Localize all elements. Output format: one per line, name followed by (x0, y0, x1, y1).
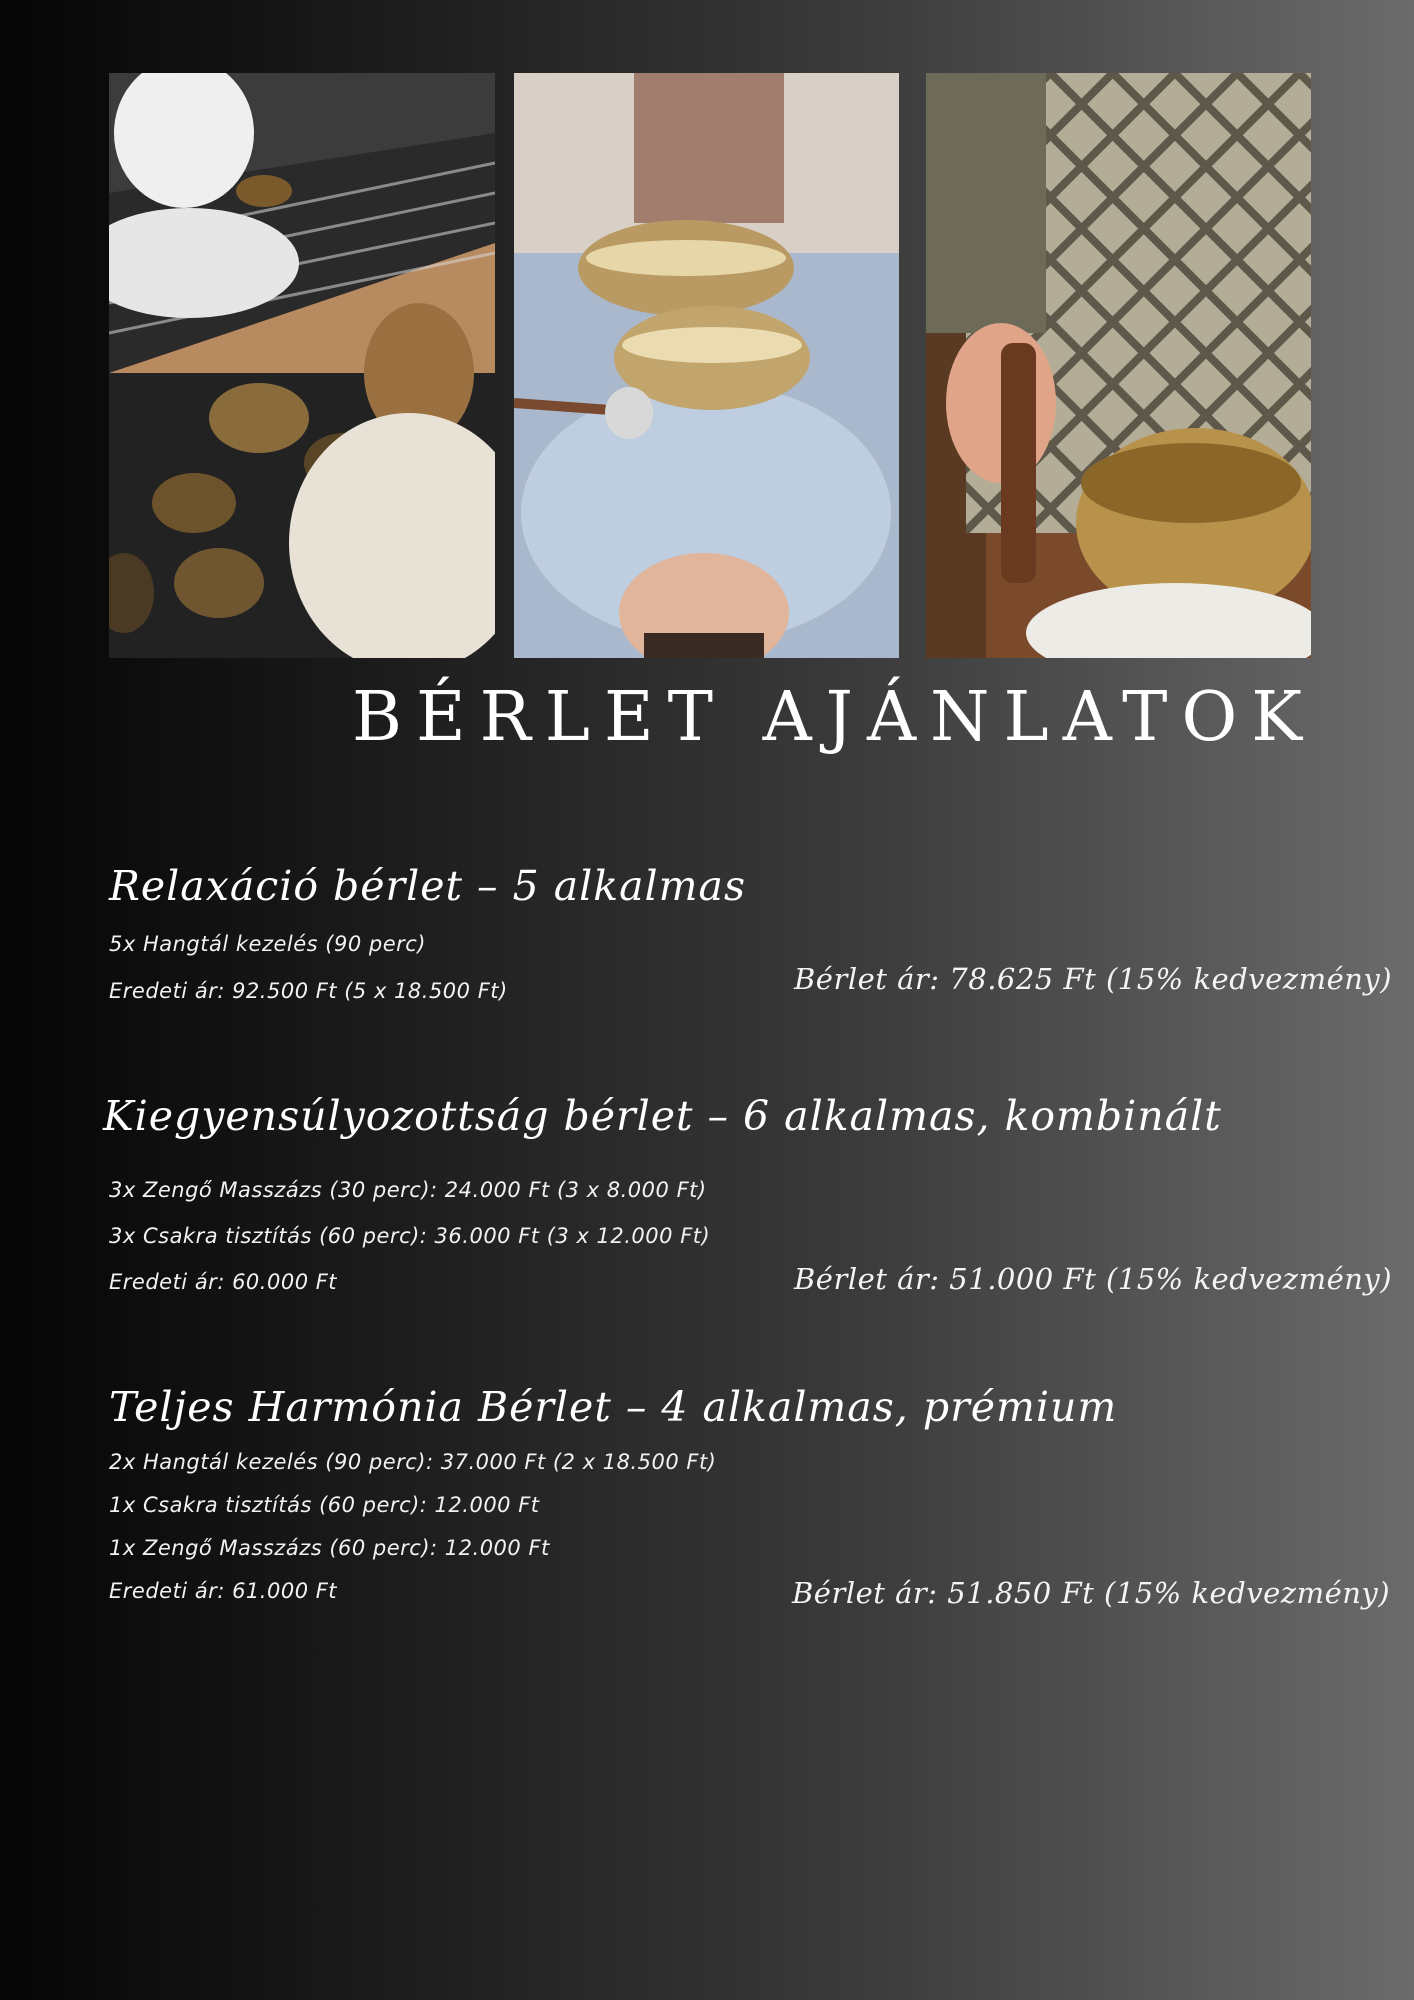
photo-sound-bowl-session (109, 73, 495, 658)
offer-detail-line: 5x Hangtál kezelés (90 perc) (109, 932, 426, 956)
offer-detail-line: 1x Zengő Masszázs (60 perc): 12.000 Ft (109, 1536, 550, 1560)
offer-detail-line: 3x Zengő Masszázs (30 perc): 24.000 Ft (3 x 8.000 Ft) (109, 1178, 707, 1202)
offer-detail-line: 1x Csakra tisztítás (60 perc): 12.000 Ft (109, 1493, 540, 1517)
offer-original-price: Eredeti ár: 92.500 Ft (5 x 18.500 Ft) (109, 979, 508, 1003)
photo-hands-singing-bowl (926, 73, 1311, 658)
offer-original-price: Eredeti ár: 60.000 Ft (109, 1270, 338, 1294)
offer-title-teljes-harmonia: Teljes Harmónia Bérlet – 4 alkalmas, prémium (109, 1383, 1118, 1431)
offer-pass-price: Bérlet ár: 78.625 Ft (15% kedvezmény) (794, 962, 1393, 996)
offer-title-kiegyensulyozottsag: Kiegyensúlyozottság bérlet – 6 alkalmas, kombinált (103, 1092, 1222, 1140)
offer-title-relaxacio: Relaxáció bérlet – 5 alkalmas (109, 862, 747, 910)
offer-detail-line: 3x Csakra tisztítás (60 perc): 36.000 Ft (3 x 12.000 Ft) (109, 1224, 711, 1248)
offer-pass-price: Bérlet ár: 51.000 Ft (15% kedvezmény) (794, 1262, 1393, 1296)
page-title: BÉRLET AJÁNLATOK (352, 678, 1316, 757)
offer-detail-line: 2x Hangtál kezelés (90 perc): 37.000 Ft (2 x 18.500 Ft) (109, 1450, 717, 1474)
offer-pass-price: Bérlet ár: 51.850 Ft (15% kedvezmény) (792, 1576, 1391, 1610)
photo-bowls-on-chest (514, 73, 899, 658)
offer-original-price: Eredeti ár: 61.000 Ft (109, 1579, 338, 1603)
